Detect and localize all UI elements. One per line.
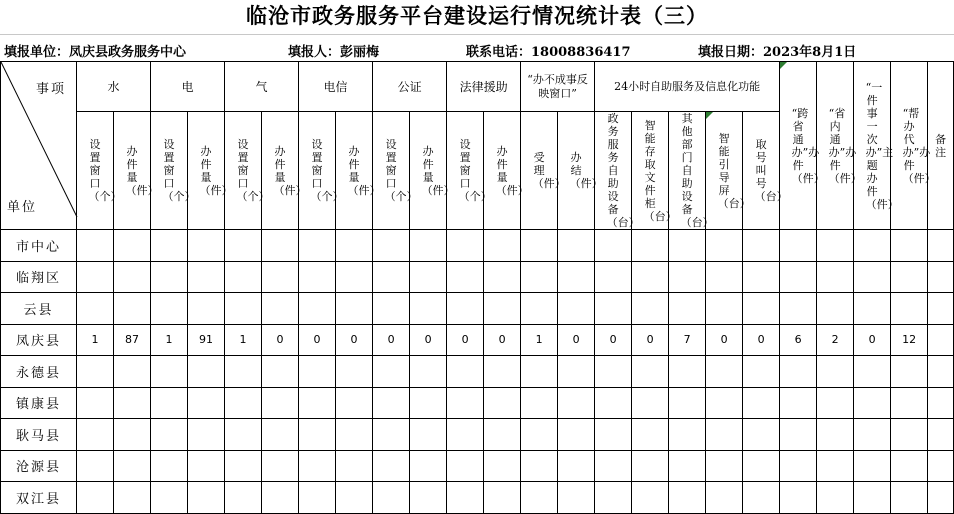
table-cell[interactable] xyxy=(521,230,558,262)
table-cell[interactable] xyxy=(706,293,743,325)
table-cell[interactable] xyxy=(225,261,262,293)
table-cell[interactable] xyxy=(891,450,928,482)
item-label: 事项 xyxy=(35,82,66,97)
col-one-thing: “一件事一次办”主题办件（件） xyxy=(854,62,891,230)
table-cell[interactable] xyxy=(891,293,928,325)
table-cell[interactable]: 0 xyxy=(373,324,410,356)
table-cell[interactable] xyxy=(262,356,299,388)
corner-header xyxy=(1,62,77,230)
table-cell[interactable] xyxy=(743,482,780,514)
table-cell[interactable] xyxy=(817,419,854,451)
table-cell[interactable] xyxy=(188,230,225,262)
table-cell[interactable] xyxy=(595,261,632,293)
table-cell[interactable] xyxy=(299,261,336,293)
table-cell[interactable] xyxy=(262,482,299,514)
table-cell[interactable] xyxy=(299,419,336,451)
table-cell[interactable]: 0 xyxy=(595,324,632,356)
queue-device: 取号叫号（台） xyxy=(743,112,780,230)
table-cell[interactable] xyxy=(151,230,188,262)
row-unit-name[interactable]: 镇康县 xyxy=(1,387,77,419)
table-cell[interactable] xyxy=(188,293,225,325)
table-cell[interactable] xyxy=(780,356,817,388)
table-cell[interactable] xyxy=(595,230,632,262)
table-cell[interactable] xyxy=(373,230,410,262)
table-cell[interactable] xyxy=(558,356,595,388)
table-cell[interactable] xyxy=(77,387,114,419)
table-cell[interactable] xyxy=(928,324,954,356)
table-cell[interactable] xyxy=(262,419,299,451)
table-cell[interactable] xyxy=(77,261,114,293)
table-cell[interactable]: 0 xyxy=(558,324,595,356)
table-cell[interactable] xyxy=(225,387,262,419)
group-complaint-window: “办不成事反映窗口” xyxy=(521,62,595,112)
table-cell[interactable] xyxy=(336,230,373,262)
table-cell[interactable] xyxy=(336,450,373,482)
table-cell[interactable] xyxy=(521,356,558,388)
table-cell[interactable] xyxy=(225,356,262,388)
statistics-table xyxy=(0,61,954,514)
table-row xyxy=(1,230,954,262)
col-remark: 备注 xyxy=(928,62,954,230)
table-cell[interactable]: 12 xyxy=(891,324,928,356)
table-cell[interactable] xyxy=(891,356,928,388)
table-cell[interactable]: 2 xyxy=(817,324,854,356)
table-cell[interactable] xyxy=(854,261,891,293)
table-cell[interactable] xyxy=(891,261,928,293)
group-gas: 气 xyxy=(225,62,299,112)
table-cell[interactable] xyxy=(410,419,447,451)
table-cell[interactable] xyxy=(188,387,225,419)
table-cell[interactable] xyxy=(188,419,225,451)
table-cell[interactable] xyxy=(854,387,891,419)
table-cell[interactable] xyxy=(299,387,336,419)
table-cell[interactable] xyxy=(743,419,780,451)
table-cell[interactable] xyxy=(77,419,114,451)
table-cell[interactable] xyxy=(632,230,669,262)
table-cell[interactable] xyxy=(114,387,151,419)
complaint-accepted: 受理（件） xyxy=(521,112,558,230)
table-cell[interactable] xyxy=(410,450,447,482)
table-cell[interactable] xyxy=(151,387,188,419)
table-cell[interactable] xyxy=(706,419,743,451)
table-cell[interactable] xyxy=(151,261,188,293)
table-cell[interactable] xyxy=(299,450,336,482)
table-cell[interactable] xyxy=(299,482,336,514)
table-cell[interactable] xyxy=(484,387,521,419)
table-cell[interactable] xyxy=(558,230,595,262)
row-unit-name[interactable]: 凤庆县 xyxy=(1,324,77,356)
table-cell[interactable] xyxy=(854,230,891,262)
table-cell[interactable] xyxy=(928,387,954,419)
col-in-province: “省内通办”办件（件） xyxy=(817,62,854,230)
table-cell[interactable] xyxy=(410,356,447,388)
table-cell[interactable] xyxy=(854,450,891,482)
table-cell[interactable] xyxy=(484,450,521,482)
table-cell[interactable] xyxy=(262,293,299,325)
table-cell[interactable]: 1 xyxy=(521,324,558,356)
table-cell[interactable] xyxy=(410,482,447,514)
table-cell[interactable] xyxy=(447,419,484,451)
water-setup: 设置窗口（个） xyxy=(77,112,114,230)
table-cell[interactable] xyxy=(743,230,780,262)
table-cell[interactable] xyxy=(854,419,891,451)
table-cell[interactable] xyxy=(780,293,817,325)
table-cell[interactable] xyxy=(336,293,373,325)
table-cell[interactable] xyxy=(373,387,410,419)
water-handled: 办件量（件） xyxy=(114,112,151,230)
table-row xyxy=(1,293,954,325)
group-telecom: 电信 xyxy=(299,62,373,112)
table-cell[interactable]: 0 xyxy=(743,324,780,356)
table-cell[interactable] xyxy=(928,450,954,482)
table-row xyxy=(1,482,954,514)
table-cell[interactable] xyxy=(891,387,928,419)
unit-label: 单位 xyxy=(7,200,38,215)
table-cell[interactable] xyxy=(151,450,188,482)
table-cell[interactable] xyxy=(928,230,954,262)
table-cell[interactable] xyxy=(114,293,151,325)
electric-setup: 设置窗口（个） xyxy=(151,112,188,230)
table-cell[interactable] xyxy=(410,230,447,262)
gas-handled: 办件量（件） xyxy=(262,112,299,230)
table-cell[interactable] xyxy=(299,293,336,325)
table-cell[interactable] xyxy=(669,261,706,293)
table-cell[interactable] xyxy=(817,293,854,325)
table-cell[interactable] xyxy=(484,482,521,514)
table-cell[interactable] xyxy=(521,450,558,482)
table-cell[interactable] xyxy=(447,261,484,293)
table-cell[interactable] xyxy=(632,482,669,514)
table-cell[interactable] xyxy=(595,356,632,388)
col-helper: “帮办代办”办件（件） xyxy=(891,62,928,230)
table-cell[interactable]: 0 xyxy=(706,324,743,356)
table-cell[interactable] xyxy=(410,387,447,419)
table-cell[interactable] xyxy=(77,230,114,262)
group-self-service: 24小时自助服务及信息化功能 xyxy=(595,62,780,112)
table-cell[interactable]: 87 xyxy=(114,324,151,356)
table-row xyxy=(1,419,954,451)
table-cell[interactable]: 7 xyxy=(669,324,706,356)
table-cell[interactable] xyxy=(521,419,558,451)
fill-date: 填报日期：2023年8月1日 xyxy=(698,45,857,60)
table-cell[interactable] xyxy=(743,387,780,419)
complaint-done: 办结（件） xyxy=(558,112,595,230)
table-cell[interactable]: 0 xyxy=(484,324,521,356)
row-unit-name[interactable]: 永德县 xyxy=(1,356,77,388)
table-cell[interactable] xyxy=(336,419,373,451)
table-cell[interactable]: 6 xyxy=(780,324,817,356)
table-cell[interactable] xyxy=(447,482,484,514)
table-cell[interactable] xyxy=(817,482,854,514)
telecom-setup: 设置窗口（个） xyxy=(299,112,336,230)
table-cell[interactable] xyxy=(521,293,558,325)
table-row xyxy=(1,261,954,293)
col-cross-province: “跨省通办”办件（件） xyxy=(780,62,817,230)
table-cell[interactable]: 1 xyxy=(77,324,114,356)
table-cell[interactable] xyxy=(225,482,262,514)
table-cell[interactable] xyxy=(669,419,706,451)
table-cell[interactable] xyxy=(225,450,262,482)
table-cell[interactable] xyxy=(928,356,954,388)
table-cell[interactable] xyxy=(669,450,706,482)
notary-setup: 设置窗口（个） xyxy=(373,112,410,230)
table-cell[interactable] xyxy=(558,293,595,325)
table-cell[interactable] xyxy=(114,356,151,388)
table-cell[interactable] xyxy=(225,419,262,451)
table-cell[interactable] xyxy=(928,293,954,325)
table-cell[interactable] xyxy=(77,356,114,388)
table-cell[interactable] xyxy=(632,450,669,482)
table-cell[interactable] xyxy=(632,387,669,419)
group-notary: 公证 xyxy=(373,62,447,112)
table-cell[interactable] xyxy=(817,261,854,293)
table-cell[interactable] xyxy=(336,356,373,388)
table-cell[interactable]: 0 xyxy=(854,324,891,356)
table-cell[interactable] xyxy=(336,387,373,419)
table-cell[interactable] xyxy=(854,293,891,325)
table-cell[interactable] xyxy=(669,293,706,325)
table-cell[interactable] xyxy=(151,356,188,388)
table-cell[interactable] xyxy=(410,293,447,325)
table-cell[interactable]: 0 xyxy=(447,324,484,356)
table-cell[interactable]: 0 xyxy=(299,324,336,356)
table-cell[interactable] xyxy=(632,261,669,293)
table-cell[interactable] xyxy=(484,356,521,388)
table-cell[interactable] xyxy=(706,230,743,262)
notary-handled: 办件量（件） xyxy=(410,112,447,230)
table-row xyxy=(1,450,954,482)
table-cell[interactable] xyxy=(447,293,484,325)
form-meta xyxy=(0,35,954,61)
table-cell[interactable] xyxy=(114,261,151,293)
table-cell[interactable] xyxy=(632,293,669,325)
table-cell[interactable] xyxy=(817,356,854,388)
electric-handled: 办件量（件） xyxy=(188,112,225,230)
table-cell[interactable]: 1 xyxy=(225,324,262,356)
table-cell[interactable] xyxy=(595,293,632,325)
table-cell[interactable]: 91 xyxy=(188,324,225,356)
row-unit-name[interactable]: 耿马县 xyxy=(1,419,77,451)
table-cell[interactable] xyxy=(595,387,632,419)
row-unit-name[interactable]: 临翔区 xyxy=(1,261,77,293)
table-cell[interactable] xyxy=(891,482,928,514)
table-cell[interactable] xyxy=(780,387,817,419)
table-cell[interactable] xyxy=(780,230,817,262)
table-cell[interactable] xyxy=(114,230,151,262)
table-cell[interactable] xyxy=(706,450,743,482)
smart-cabinet: 智能存取文件柜（台） xyxy=(632,112,669,230)
table-cell[interactable] xyxy=(484,293,521,325)
telecom-handled: 办件量（件） xyxy=(336,112,373,230)
self-service-device: 政务服务自助设备（台） xyxy=(595,112,632,230)
row-unit-name[interactable]: 市中心 xyxy=(1,230,77,262)
table-cell[interactable] xyxy=(336,482,373,514)
table-cell[interactable] xyxy=(706,261,743,293)
table-cell[interactable] xyxy=(151,419,188,451)
table-cell[interactable] xyxy=(743,450,780,482)
table-cell[interactable] xyxy=(373,419,410,451)
table-cell[interactable] xyxy=(780,450,817,482)
table-cell[interactable]: 0 xyxy=(632,324,669,356)
table-cell[interactable] xyxy=(817,387,854,419)
table-cell[interactable] xyxy=(188,261,225,293)
table-cell[interactable] xyxy=(484,261,521,293)
table-cell[interactable] xyxy=(817,230,854,262)
other-dept-device: 其他部门自助设备（台） xyxy=(669,112,706,230)
gas-setup: 设置窗口（个） xyxy=(225,112,262,230)
table-cell[interactable] xyxy=(669,230,706,262)
table-cell[interactable] xyxy=(595,450,632,482)
legal-setup: 设置窗口（个） xyxy=(447,112,484,230)
table-cell[interactable] xyxy=(484,230,521,262)
table-cell[interactable] xyxy=(188,450,225,482)
table-cell[interactable] xyxy=(262,387,299,419)
table-cell[interactable] xyxy=(558,450,595,482)
table-cell[interactable] xyxy=(928,261,954,293)
table-cell[interactable] xyxy=(373,293,410,325)
table-cell[interactable] xyxy=(743,293,780,325)
table-cell[interactable] xyxy=(114,450,151,482)
table-cell[interactable]: 0 xyxy=(336,324,373,356)
table-cell[interactable] xyxy=(891,419,928,451)
table-cell[interactable] xyxy=(521,482,558,514)
contact-phone: 联系电话：18008836417 xyxy=(466,45,631,60)
table-cell[interactable] xyxy=(706,356,743,388)
table-cell[interactable] xyxy=(114,419,151,451)
table-cell[interactable] xyxy=(373,356,410,388)
table-cell[interactable] xyxy=(262,230,299,262)
table-cell[interactable] xyxy=(262,450,299,482)
group-electric: 电 xyxy=(151,62,225,112)
table-cell[interactable] xyxy=(780,482,817,514)
group-legal-aid: 法律援助 xyxy=(447,62,521,112)
table-cell[interactable] xyxy=(558,261,595,293)
table-row xyxy=(1,324,954,356)
table-cell[interactable] xyxy=(928,482,954,514)
filler-name: 填报人：彭丽梅 xyxy=(288,45,380,60)
filling-unit: 填报单位：凤庆县政务服务中心 xyxy=(4,45,187,60)
table-cell[interactable] xyxy=(77,293,114,325)
table-cell[interactable] xyxy=(373,261,410,293)
table-cell[interactable] xyxy=(669,387,706,419)
table-cell[interactable] xyxy=(373,450,410,482)
table-cell[interactable] xyxy=(632,419,669,451)
table-cell[interactable] xyxy=(706,482,743,514)
table-cell[interactable] xyxy=(669,356,706,388)
table-cell[interactable] xyxy=(447,450,484,482)
table-cell[interactable] xyxy=(669,482,706,514)
legal-handled: 办件量（件） xyxy=(484,112,521,230)
table-cell[interactable] xyxy=(447,230,484,262)
table-cell[interactable] xyxy=(891,230,928,262)
table-cell[interactable] xyxy=(151,482,188,514)
page-title: 临沧市政务服务平台建设运行情况统计表（三） xyxy=(0,0,954,35)
table-cell[interactable] xyxy=(706,387,743,419)
table-cell[interactable] xyxy=(225,230,262,262)
table-cell[interactable] xyxy=(928,419,954,451)
table-cell[interactable] xyxy=(484,419,521,451)
table-row xyxy=(1,387,954,419)
table-cell[interactable] xyxy=(188,482,225,514)
table-cell[interactable] xyxy=(595,482,632,514)
table-cell[interactable] xyxy=(632,356,669,388)
table-cell[interactable] xyxy=(780,419,817,451)
table-cell[interactable] xyxy=(447,387,484,419)
table-cell[interactable] xyxy=(743,356,780,388)
table-cell[interactable] xyxy=(262,261,299,293)
table-cell[interactable]: 0 xyxy=(410,324,447,356)
smart-guide-screen: 智能引导屏（台） xyxy=(706,112,743,230)
table-cell[interactable]: 0 xyxy=(262,324,299,356)
table-cell[interactable] xyxy=(77,450,114,482)
table-cell[interactable] xyxy=(743,261,780,293)
table-cell[interactable] xyxy=(854,482,891,514)
row-unit-name[interactable]: 双江县 xyxy=(1,482,77,514)
table-cell[interactable] xyxy=(336,261,373,293)
table-cell[interactable] xyxy=(188,356,225,388)
table-cell[interactable] xyxy=(299,230,336,262)
table-cell[interactable] xyxy=(558,419,595,451)
table-cell[interactable] xyxy=(299,356,336,388)
table-cell[interactable] xyxy=(151,293,188,325)
table-cell[interactable] xyxy=(558,482,595,514)
table-cell[interactable]: 1 xyxy=(151,324,188,356)
table-cell[interactable] xyxy=(780,261,817,293)
table-cell[interactable] xyxy=(447,356,484,388)
table-cell[interactable] xyxy=(410,261,447,293)
table-cell[interactable] xyxy=(114,482,151,514)
table-row xyxy=(1,356,954,388)
table-cell[interactable] xyxy=(558,387,595,419)
table-cell[interactable] xyxy=(817,450,854,482)
row-unit-name[interactable]: 沧源县 xyxy=(1,450,77,482)
table-cell[interactable] xyxy=(521,261,558,293)
group-water: 水 xyxy=(77,62,151,112)
row-unit-name[interactable]: 云县 xyxy=(1,293,77,325)
table-cell[interactable] xyxy=(595,419,632,451)
table-cell[interactable] xyxy=(521,387,558,419)
table-cell[interactable] xyxy=(77,482,114,514)
table-cell[interactable] xyxy=(373,482,410,514)
table-cell[interactable] xyxy=(225,293,262,325)
table-cell[interactable] xyxy=(854,356,891,388)
